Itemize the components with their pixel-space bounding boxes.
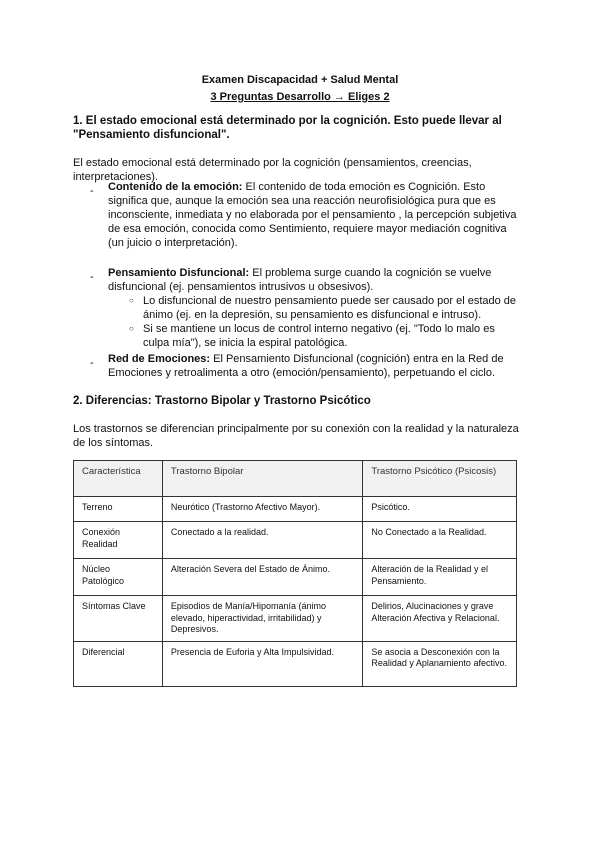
table-cell: Alteración de la Realidad y el Pensamiento. <box>363 559 517 596</box>
table-header-row <box>74 461 517 497</box>
table-cell: Psicótico. <box>363 497 517 522</box>
table-cell: Presencia de Euforia y Alta Impulsividad. <box>162 641 362 686</box>
bullet-red <box>108 352 518 380</box>
bullet-contenido <box>108 180 518 250</box>
table-header: Trastorno Psicótico (Psicosis) <box>363 461 517 497</box>
document-subtitle: 3 Preguntas Desarrollo → Eliges 2 <box>210 91 390 103</box>
table-cell: Conectado a la realidad. <box>162 522 362 559</box>
table-header: Característica <box>74 461 163 497</box>
bullet-text: El problema surge cuando la cognición se vuelve disfuncional (ej. pensamientos intrusivos u obsesivos). <box>108 267 492 293</box>
table-cell: Alteración Severa del Estado de Ánimo. <box>162 559 362 596</box>
bullet-label: Contenido de la emoción: <box>108 181 243 193</box>
table-cell: Diferencial <box>74 641 163 686</box>
sub-bullet: Si se mantiene un locus de control interno negativo (ej. "Todo lo malo es culpa mía"), se inicia la espiral patológica. <box>143 323 495 349</box>
bullet-dash: - <box>90 357 94 369</box>
table-cell: Conexión Realidad <box>74 522 163 559</box>
table-cell: Se asocia a Desconexión con la Realidad y Aplanamiento afectivo. <box>363 641 517 686</box>
table-cell: Terreno <box>74 497 163 522</box>
bullet-pensamiento <box>108 266 518 294</box>
table-row <box>74 522 517 559</box>
table-cell: Delirios, Alucinaciones y grave Alteración Afectiva y Relacional. <box>363 596 517 642</box>
table-cell: Neurótico (Trastorno Afectivo Mayor). <box>162 497 362 522</box>
bullet-label: Red de Emociones: <box>108 353 211 365</box>
table-cell: Núcleo Patológico <box>74 559 163 596</box>
bullet-text: El Pensamiento Disfuncional (cognición) entra en la Red de Emociones y retroalimenta a otro (emoción/pensamiento), perpetuando el ciclo. <box>108 353 504 379</box>
bullet-text: El contenido de toda emoción es Cognición. Esto significa que, aunque la emoción sea una reacción neurofisiológica pura que es inconsciente, inmediata y no elaborada por el pensamiento , la percepción subjetiva de esa emoción, conocida como Sentimiento, requiere mayor mediación cognitiva (un juicio o interpretación). <box>108 181 517 249</box>
table-row <box>74 641 517 686</box>
document-title: Examen Discapacidad + Salud Mental <box>201 74 399 86</box>
bullet-dash: - <box>90 271 94 283</box>
table-cell: No Conectado a la Realidad. <box>363 522 517 559</box>
question-2-intro: Los trastornos se diferencian principalmente por su conexión con la realidad y la naturaleza de los síntomas. <box>73 423 519 449</box>
table-row <box>74 559 517 596</box>
question-2-heading: 2. Diferencias: Trastorno Bipolar y Trastorno Psicótico <box>73 395 371 407</box>
table-cell: Síntomas Clave <box>74 596 163 642</box>
question-1-heading: 1. El estado emocional está determinado por la cognición. Esto puede llevar al "Pensamiento disfuncional". <box>73 115 502 141</box>
circle-bullet-icon: ○ <box>129 324 134 333</box>
bullet-label: Pensamiento Disfuncional: <box>108 267 250 279</box>
sub-bullet: Lo disfuncional de nuestro pensamiento puede ser causado por el estado de ánimo (ej. en la depresión, su pensamiento es disfuncional e intruso). <box>143 295 517 321</box>
comparison-table <box>73 460 517 687</box>
table-cell: Episodios de Manía/Hipomanía (ánimo elevado, hiperactividad, irritabilidad) y Depresivos. <box>162 596 362 642</box>
table-header: Trastorno Bipolar <box>162 461 362 497</box>
question-1-intro: El estado emocional está determinado por la cognición (pensamientos, creencias, interpretaciones). <box>73 157 472 183</box>
bullet-dash: - <box>90 185 94 197</box>
table-row <box>74 596 517 642</box>
circle-bullet-icon: ○ <box>129 296 134 305</box>
table-row <box>74 497 517 522</box>
